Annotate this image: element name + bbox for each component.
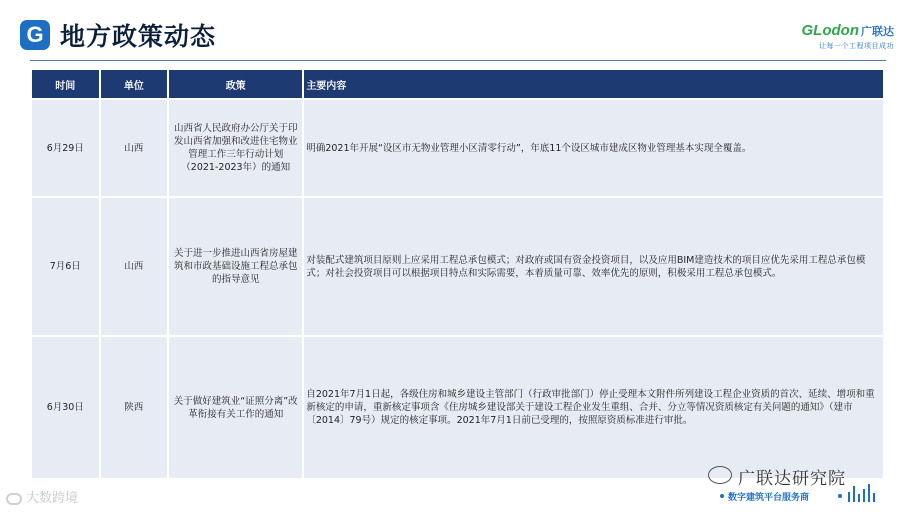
column-header-unit: 单位 bbox=[101, 70, 168, 98]
table-row bbox=[32, 100, 883, 196]
cell-time: 6月29日 bbox=[32, 100, 99, 196]
cell-content: 自2021年7月1日起，各级住房和城乡建设主管部门（行政审批部门）停止受理本文附件所列建设工程企业资质的首次、延续、增项和重新核定的申请，重新核定事项含《住房城乡建设部关于建设工程企业发生重组、合并、分立等情况资质核定有关问题的通知》（建市〔2014〕79号）规定的核定事项。2021年7月1日前已受理的，按照原资质标准进行审批。 bbox=[304, 337, 883, 478]
table-row bbox=[32, 337, 883, 478]
cell-time: 7月6日 bbox=[32, 198, 99, 335]
brand-logo bbox=[802, 22, 894, 51]
brand-slogan: 让每一个工程项目成功 bbox=[819, 42, 894, 50]
bullet-dot-icon bbox=[838, 494, 842, 498]
cell-policy: 关于进一步推进山西省房屋建筑和市政基础设施工程总承包的指导意见 bbox=[169, 198, 302, 335]
cell-content: 明确2021年开展“设区市无物业管理小区清零行动”，年底11个设区城市建成区物业管理基本实现全覆盖。 bbox=[304, 100, 883, 196]
slide-header bbox=[0, 0, 908, 62]
watermark-dashuju bbox=[6, 487, 78, 506]
table-header-row bbox=[32, 70, 883, 98]
page-title: 地方政策动态 bbox=[60, 22, 217, 51]
watermark-glodon-research bbox=[700, 462, 900, 512]
cell-content: 对装配式建筑项目原则上应采用工程总承包模式；对政府或国有资金投资项目，以及应用BIM建造技术的项目应优先采用工程总承包模式；对社会投资项目可以根据项目特点和实际需要，本着质量可靠、效率优先的原则，积极采用工程总承包模式。 bbox=[304, 198, 883, 335]
cell-unit: 山西 bbox=[101, 198, 168, 335]
watermark-left-text: 大数跨境 bbox=[26, 491, 79, 506]
watermark-right-title: 广联达研究院 bbox=[738, 469, 846, 489]
cell-policy: 关于做好建筑业“证照分离”改革衔接有关工作的通知 bbox=[169, 337, 302, 478]
wechat-icon bbox=[708, 466, 732, 484]
brand-latin: GLodon bbox=[801, 22, 859, 39]
header-divider bbox=[30, 60, 886, 61]
column-header-content: 主要内容 bbox=[304, 70, 883, 98]
cell-unit: 陕西 bbox=[101, 337, 168, 478]
city-bars-icon bbox=[848, 484, 882, 502]
watermark-right-sub: 数字建筑平台服务商 bbox=[728, 493, 810, 503]
glodon-g-logo-icon: G bbox=[20, 20, 50, 50]
watermark-logo-icon bbox=[6, 493, 22, 505]
cell-time: 6月30日 bbox=[32, 337, 99, 478]
table-row bbox=[32, 198, 883, 335]
column-header-policy: 政策 bbox=[169, 70, 302, 98]
column-header-time: 时间 bbox=[32, 70, 99, 98]
cell-policy: 山西省人民政府办公厅关于印发山西省加强和改进住宅物业管理工作三年行动计划（2021-2023年）的通知 bbox=[169, 100, 302, 196]
brand-cn: 广联达 bbox=[861, 26, 894, 38]
cell-unit: 山西 bbox=[101, 100, 168, 196]
brand-name bbox=[802, 22, 894, 39]
policy-table bbox=[30, 68, 885, 480]
bullet-dot-icon bbox=[720, 494, 724, 498]
